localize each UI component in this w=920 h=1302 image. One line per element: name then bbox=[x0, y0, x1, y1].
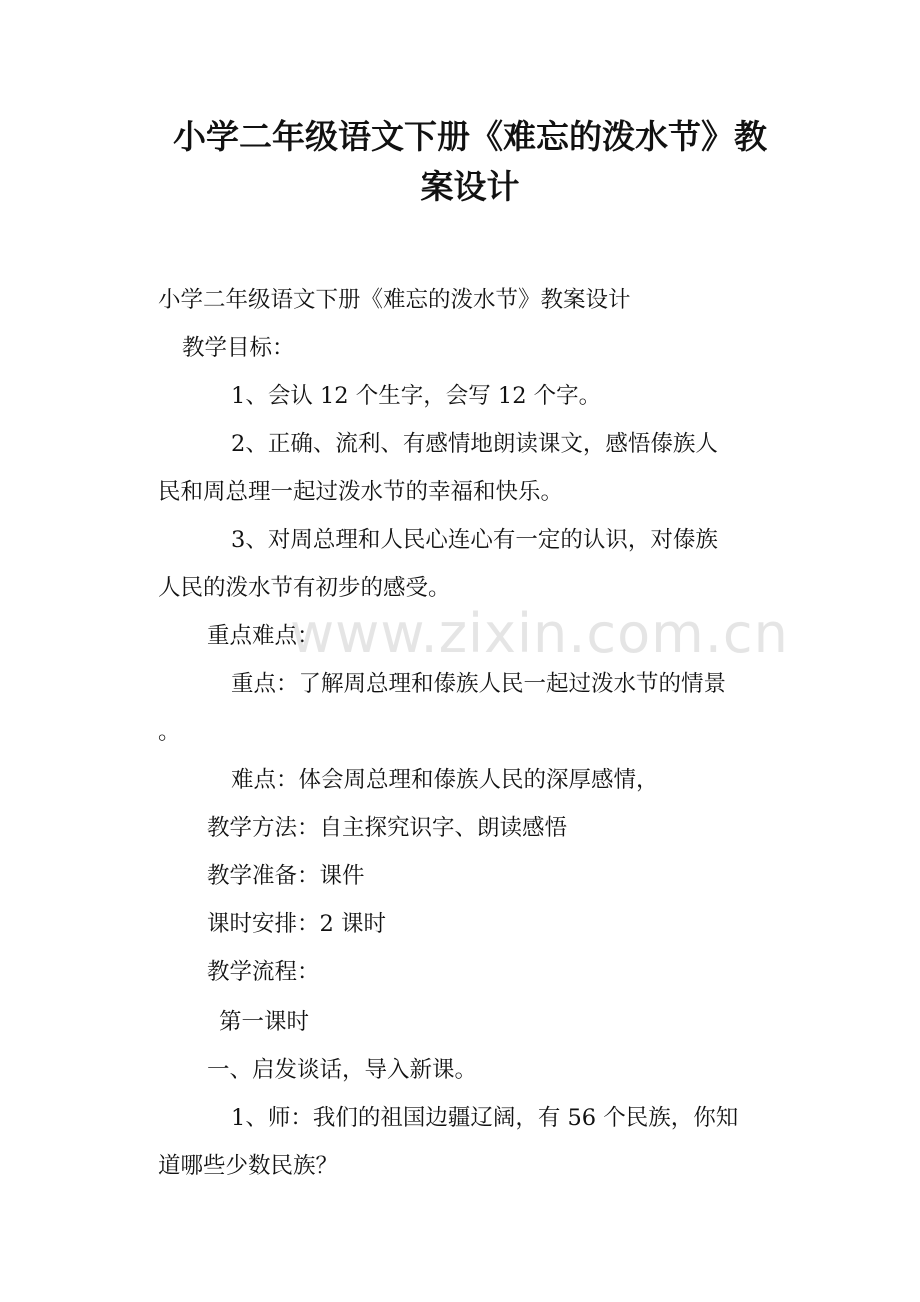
watermark: www.zixin.com.cn bbox=[290, 602, 789, 665]
section-heading-keypoints: 重点难点： bbox=[207, 623, 320, 649]
keypoint-line-2: 。 bbox=[158, 719, 181, 745]
goal-item-1: 1、会认 12 个生字，会写 12 个字。 bbox=[231, 383, 602, 409]
teaching-preparation: 教学准备：课件 bbox=[207, 863, 365, 889]
goal-item-2-line-2: 民和周总理一起过泼水节的幸福和快乐。 bbox=[158, 479, 564, 505]
document-title-line-1: 小学二年级语文下册《难忘的泼水节》教 bbox=[173, 117, 767, 156]
step-one-item-1-line-2: 道哪些少数民族？ bbox=[158, 1153, 339, 1179]
teaching-method: 教学方法：自主探究识字、朗读感悟 bbox=[207, 815, 568, 841]
document-title-line-2: 案设计 bbox=[420, 167, 520, 206]
goal-item-3-line-2: 人民的泼水节有初步的感受。 bbox=[158, 575, 451, 601]
difficulty-line: 难点：体会周总理和傣族人民的深厚感情， bbox=[231, 767, 659, 793]
goal-item-2-line-1: 2、正确、流利、有感情地朗读课文，感悟傣族人 bbox=[231, 431, 718, 457]
goal-item-3-line-1: 3、对周总理和人民心连心有一定的认识，对傣族 bbox=[231, 527, 718, 553]
subtitle: 小学二年级语文下册《难忘的泼水节》教案设计 bbox=[158, 287, 631, 313]
section-heading-goals: 教学目标： bbox=[182, 335, 295, 361]
step-one-heading: 一、启发谈话，导入新课。 bbox=[207, 1057, 478, 1083]
teaching-process: 教学流程： bbox=[207, 959, 320, 985]
step-one-item-1-line-1: 1、师：我们的祖国边疆辽阔，有 56 个民族，你知 bbox=[231, 1105, 739, 1131]
keypoint-line-1: 重点：了解周总理和傣族人民一起过泼水节的情景 bbox=[231, 671, 727, 697]
lesson-one-heading: 第一课时 bbox=[219, 1009, 310, 1035]
class-schedule: 课时安排：2 课时 bbox=[207, 911, 386, 937]
